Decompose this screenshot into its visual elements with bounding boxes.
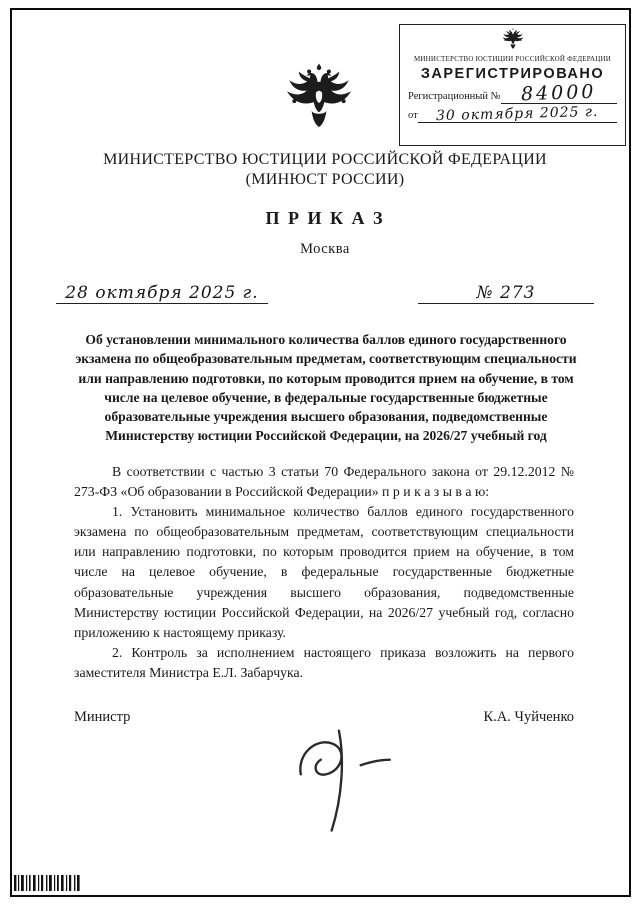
order-number-field (418, 284, 594, 304)
signature-icon (283, 718, 413, 836)
ministry-subtitle: (МИНЮСТ РОССИИ) (245, 171, 405, 188)
body-intro: В соответствии с частью 3 статьи 70 Федерального закона от 29.12.2012 № 273-ФЗ «Об образовании в Российской Федерации» п р и к а з ы в а ю: (74, 463, 574, 499)
stamp-ministry-line: МИНИСТЕРСТВО ЮСТИЦИИ РОССИЙСКОЙ ФЕДЕРАЦИИ (414, 55, 611, 63)
stamp-reg-number-label: Регистрационный № (408, 91, 501, 102)
stamp-coat-of-arms-icon (498, 28, 528, 54)
order-title: Об установлении минимального количества баллов единого государственного экзамена по общеобразовательным предметам, соответствующим специальности или направлению подготовки, по которым проводится прием на обучение, в том числе на целевое обучение, в федеральные государственные бюджетные образовательные учреждения высшего образования, подведомственные Министерству юстиции Российской Федерации, на 2026/27 учебный год (75, 332, 577, 444)
body-item-2: 2. Контроль за исполнением настоящего приказа возложить на первого заместителя Министра Е.Л. Забарчука. (74, 645, 574, 681)
stamp-date-value: 30 октября 2025 г. (435, 103, 599, 125)
order-number-value: № 273 (476, 283, 536, 304)
body-item-1: 1. Установить минимальное количество баллов единого государственного экзамена по общеобразовательным предметам, соответствующим специальности или направлению подготовки, по которым проводится прием на обучение, в том числе на целевое обучение, в федеральные государственные бюджетные образовательные учреждения высшего образования, подведомственные Министерству юстиции Российской Федерации, на 2026/27 учебный год, согласно приложению к настоящему приказу. (74, 504, 574, 640)
doc-type-title: П Р И К А З (265, 208, 385, 228)
stamp-registered-label: ЗАРЕГИСТРИРОВАНО (420, 66, 605, 82)
stamp-date-row (408, 103, 617, 125)
barcode (13, 874, 83, 892)
order-date-field (56, 284, 268, 304)
stamp-reg-number-row (408, 80, 617, 106)
stamp-date-prefix: от (408, 110, 418, 121)
ministry-title: МИНИСТЕРСТВО ЮСТИЦИИ РОССИЙСКОЙ ФЕДЕРАЦИИ (103, 151, 547, 168)
city-label: Москва (300, 241, 350, 257)
coat-of-arms-icon (282, 62, 356, 144)
order-date-value: 28 октября 2025 г. (65, 283, 259, 304)
registration-stamp (399, 24, 626, 146)
minister-name: К.А. Чуйченко (483, 709, 574, 726)
stamp-reg-number-value: 84000 (520, 80, 597, 106)
document-content (56, 150, 594, 726)
minister-position-label: Министр (74, 709, 131, 726)
order-meta-row (56, 274, 594, 304)
